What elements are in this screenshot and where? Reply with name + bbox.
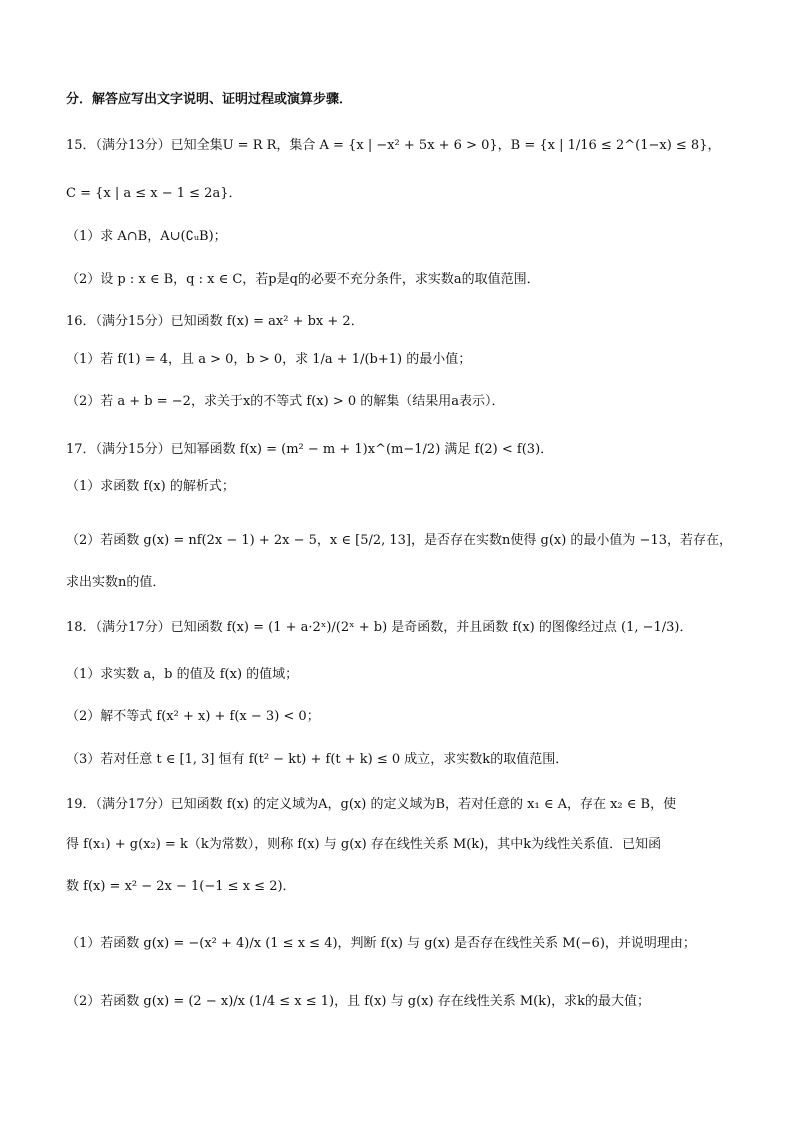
problem-17-part-2: （2）若函数 g(x) = nf(2x − 1) + 2x − 5，x ∈ [5/2, 13]，是否存在实数n使得 g(x) 的最小值为 −13，若存在， [66, 533, 732, 548]
problem-15-part-1: （1）求 A∩B，A∪(∁ᵤB)； [66, 229, 227, 244]
problem-15-set-c: C = {x | a ≤ x − 1 ≤ 2a}． [66, 186, 242, 201]
problem-19-part-2: （2）若函数 g(x) = (2 − x)/x (1/4 ≤ x ≤ 1)，且 f(x) 与 g(x) 存在线性关系 M(k)，求k的最大值； [66, 994, 651, 1009]
problem-18-part-3: （3）若对任意 t ∈ [1, 3] 恒有 f(t² − kt) + f(t + k) ≤ 0 成立，求实数k的取值范围． [66, 752, 569, 767]
section-heading: 分．解答应写出文字说明、证明过程或演算步骤． [66, 92, 353, 107]
problem-17-part-1: （1）求函数 f(x) 的解析式； [66, 479, 235, 494]
problem-16-part-1: （1）若 f(1) = 4，且 a > 0，b > 0，求 1/a + 1/(b+1) 的最小值； [66, 352, 472, 367]
problem-15-part-2: （2）设 p : x ∈ B，q : x ∈ C，若p是q的必要不充分条件，求实数a的取值范围． [66, 272, 540, 287]
problem-19-statement-cont-2: 数 f(x) = x² − 2x − 1(−1 ≤ x ≤ 2)． [66, 879, 296, 894]
problem-18-statement: 18．（满分17分）已知函数 f(x) = (1 + a·2ˣ)/(2ˣ + b) 是奇函数，并且函数 f(x) 的图像经过点 (1, −1/3)． [66, 620, 693, 635]
problem-16-part-2: （2）若 a + b = −2，求关于x的不等式 f(x) > 0 的解集（结果用a表示）． [66, 394, 505, 409]
problem-18-part-2: （2）解不等式 f(x² + x) + f(x − 3) < 0； [66, 709, 320, 724]
problem-16-statement: 16．（满分15分）已知函数 f(x) = ax² + bx + 2． [66, 314, 364, 329]
problem-19-part-1: （1）若函数 g(x) = −(x² + 4)/x (1 ≤ x ≤ 4)，判断 f(x) 与 g(x) 是否存在线性关系 M(−6)，并说明理由； [66, 936, 696, 951]
problem-19-statement-cont-1: 得 f(x₁) + g(x₂) = k（k为常数），则称 f(x) 与 g(x) 存在线性关系 M(k)，其中k为线性关系值．已知函 [66, 837, 662, 852]
problem-15-statement: 15．（满分13分）已知全集U = R R，集合 A = {x | −x² + 5x + 6 > 0}，B = {x | 1/16 ≤ 2^(1−x) ≤ 8}， [66, 138, 721, 153]
problem-18-part-1: （1）求实数 a，b 的值及 f(x) 的值域； [66, 667, 299, 682]
problem-17-part-2-cont: 求出实数n的值． [66, 575, 166, 590]
problem-17-statement: 17．（满分15分）已知幂函数 f(x) = (m² − m + 1)x^(m−1/2) 满足 f(2) < f(3)． [66, 442, 554, 457]
problem-19-statement: 19．（满分17分）已知函数 f(x) 的定义域为A，g(x) 的定义域为B，若对任意的 x₁ ∈ A，存在 x₂ ∈ B，使 [66, 797, 677, 812]
